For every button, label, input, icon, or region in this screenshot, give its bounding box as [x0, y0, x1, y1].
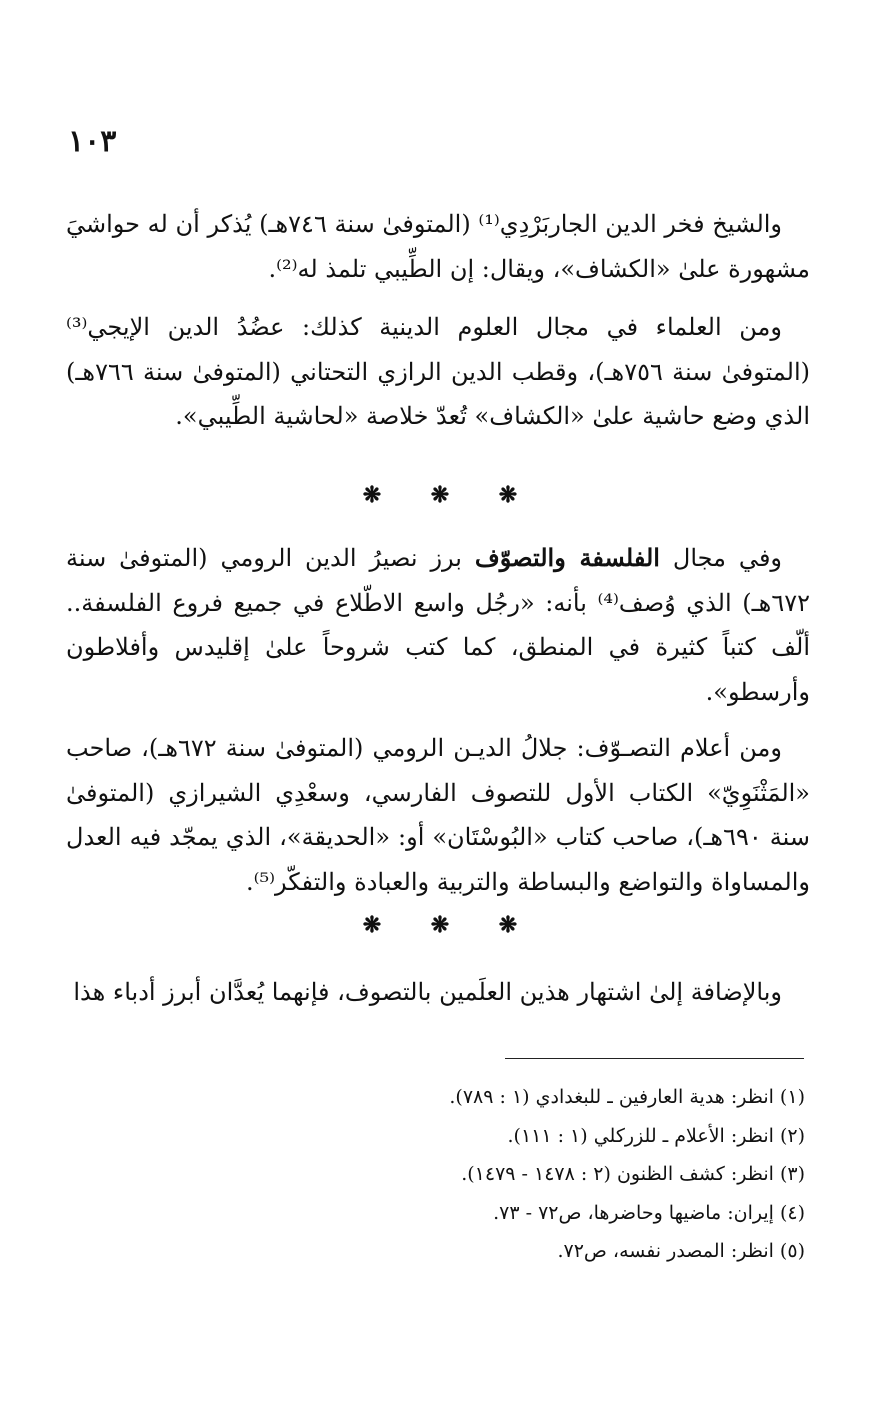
paragraph-philosophy-heading: الفلسفة والتصوّف [474, 543, 660, 572]
footnote-item: (٣) انظر: كشف الظنون (٢ : ١٤٧٨ - ١٤٧٩). [461, 1163, 805, 1185]
separator-star-icon: ❋ [498, 482, 518, 508]
middle-text-block [66, 536, 810, 904]
page-number: ١٠٣ [68, 124, 117, 159]
top-text-block [66, 202, 810, 439]
separator-star-icon: ❋ [362, 482, 382, 508]
paragraph-jarbardi: والشيخ فخر الدين الجاربَرْدِي⁽¹⁾ (المتوفىٰ سنة ٧٤٦هـ) يُذكر أن له حواشيَ مشهورة علىٰ «الكشاف»، ويقال: إن الطِّيبي تلمذ له⁽²⁾. [66, 210, 810, 283]
separator-star-icon: ❋ [430, 482, 450, 508]
paragraph-philosophy-lead: وفي مجال [659, 544, 782, 572]
paragraph-philosophy-body: برز نصيرُ الدين الرومي (المتوفىٰ سنة ٦٧٢هـ) الذي وُصف⁽⁴⁾ بأنه: «رجُل واسع الاطّلاع في جميع فروع الفلسفة.. ألّف كتباً كثيرة في المنطق، كما كتب شروحاً علىٰ إقليدس وأفلاطون وأرسطو». [66, 544, 810, 706]
paragraph-religious-scholars: ومن العلماء في مجال العلوم الدينية كذلك: عضُدُ الدين الإيجي⁽³⁾ (المتوفىٰ سنة ٧٥٦هـ)، وقطب الدين الرازي التحتاني (المتوفىٰ سنة ٧٦٦هـ) الذي وضع حاشية علىٰ «الكشاف» تُعدّ خلاصة «لحاشية الطِّيبي». [66, 313, 810, 430]
separator-star-icon: ❋ [498, 912, 518, 938]
footnote-item: (١) انظر: هدية العارفين ـ للبغدادي (١ : ٧٨٩). [449, 1086, 805, 1108]
paragraph-philosophy [66, 536, 810, 714]
paragraph-final: وبالإضافة إلىٰ اشتهار هذين العلَمين بالتصوف، فإنهما يُعدَّان أبرز أدباء هذا [73, 978, 782, 1006]
separator-star-icon: ❋ [430, 912, 450, 938]
separator-star-icon: ❋ [362, 912, 382, 938]
footnote-item: (٢) انظر: الأعلام ـ للزركلي (١ : ١١١). [507, 1124, 805, 1147]
footnote-divider [505, 1058, 804, 1059]
section-separator-1 [360, 480, 520, 510]
paragraph-sufism: ومن أعلام التصـوّف: جلالُ الديـن الرومي (المتوفىٰ سنة ٦٧٢هـ)، صاحب «المَثْنَوِيّ» الكتاب الأول للتصوف الفارسي، وسعْدِي الشيرازي (المتوفىٰ سنة ٦٩٠هـ)، صاحب كتاب «البُوسْتَان» أو: «الحديقة»، الذي يمجّد فيه العدل والمساواة والتواضع والبساطة والتربية والعبادة والتفكّر⁽⁵⁾. [66, 734, 810, 896]
section-separator-2 [360, 910, 520, 940]
footnotes-list [205, 1078, 805, 1271]
bottom-text-block [66, 970, 810, 1015]
footnote-item: (٥) انظر: المصدر نفسه، ص٧٢. [557, 1240, 805, 1262]
footnote-item: (٤) إيران: ماضيها وحاضرها، ص٧٢ - ٧٣. [493, 1201, 805, 1224]
